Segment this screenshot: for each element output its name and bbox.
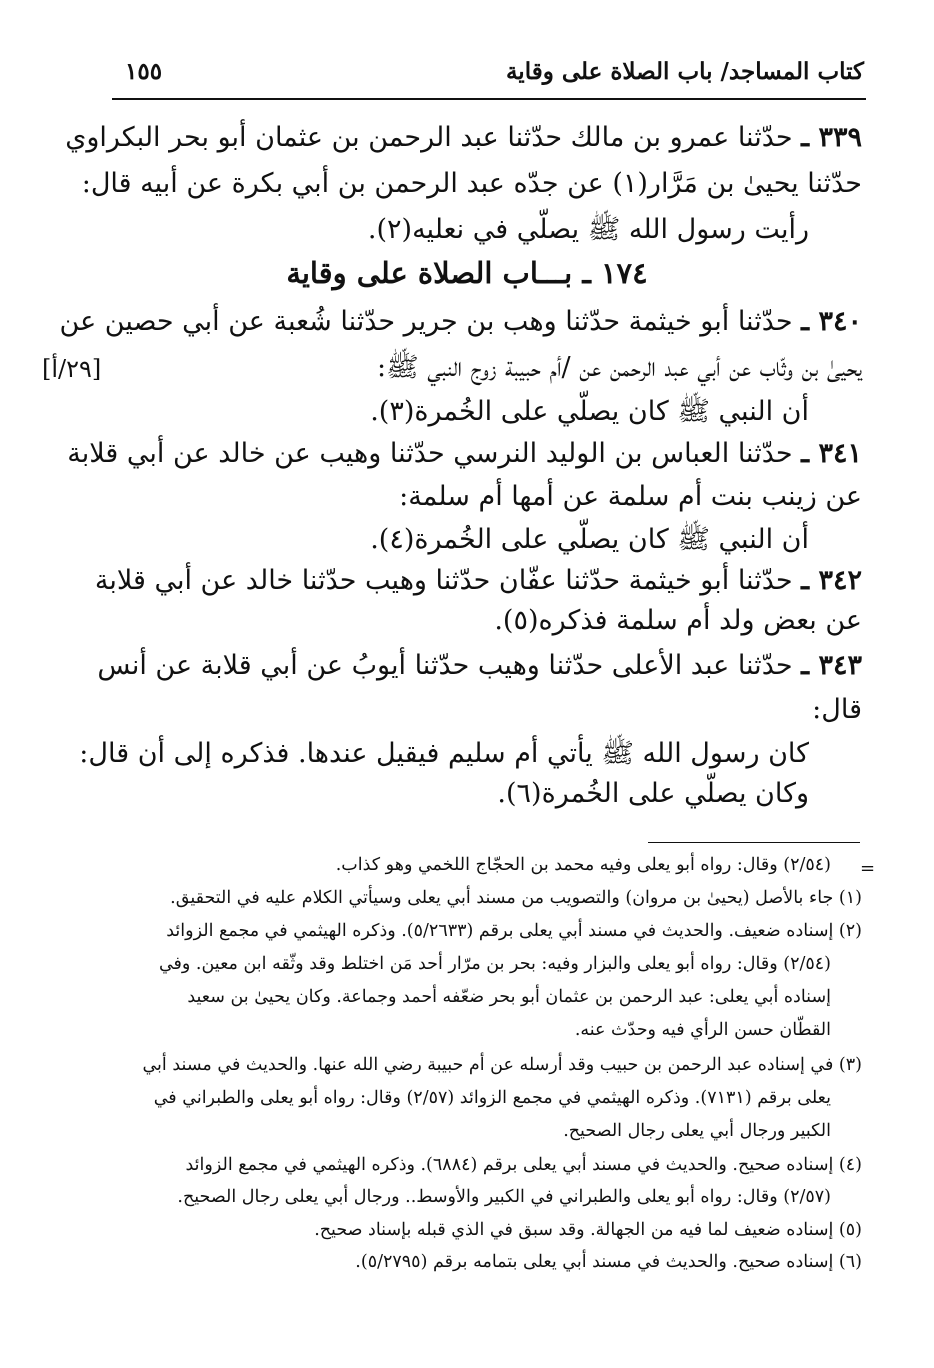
hadith-340-text-1: حدّثنا أبو خيثمة حدّثنا وهب بن جرير حدّثنا شُعبة عن أبي حصين عن: [59, 306, 793, 337]
footnote-5: (٥) إسناده ضعيف لما فيه من الجهالة. وقد سبق في الذي قبله بإسناد صحيح.: [314, 1220, 862, 1240]
footnote-continuation-mark: =: [860, 858, 876, 879]
hadith-343-line-3: كان رسول الله ﷺ يأتي أم سليم فيقيل عندها. فذكره إلى أن قال:: [79, 738, 809, 769]
hadith-340-line-2: يحيىٰ بن وثّاب عن أبي عبد الرحمن عن /أم حبيبة زوج النبي ﷺ:: [376, 352, 862, 383]
footnote-2-line-2: (٢/٥٤) وقال: رواه أبو يعلى والبزار وفيه: بحر بن مرّار أحد مَن اختلط وقد وثّقه ابن معين. وفي: [158, 954, 831, 974]
footnote-4-line-1: (٤) إسناده صحيح. والحديث في مسند أبي يعلى برقم (٦٨٨٤). وذكره الهيثمي في مجمع الزوائد: [185, 1155, 862, 1175]
manuscript-folio-marker: [٢٩/أ]: [42, 355, 102, 383]
hadith-341-line-2: عن زينب بنت أم سلمة عن أمها أم سلمة:: [399, 481, 862, 512]
footnote-2-line-4: القطّان حسن الرأي فيه وحدّث عنه.: [574, 1020, 831, 1040]
hadith-339-number: ٣٣٩ ـ: [801, 122, 862, 153]
hadith-342-line-1: [95, 565, 862, 596]
footnote-4-line-2: (٢/٥٧) وقال: رواه أبو يعلى والطبراني في الكبير والأوسط.. ورجال أبي يعلى رجال الصحيح.: [177, 1187, 831, 1207]
footnote-2-line-1: (٢) إسناده ضعيف. والحديث في مسند أبي يعلى برقم (٥/٢٦٣٣). وذكره الهيثمي في مجمع الزوائد: [166, 921, 862, 941]
running-header-title: كتاب المساجد/ باب الصلاة على وقاية: [505, 58, 864, 85]
hadith-341-line-3: أن النبي ﷺ كان يصلّي على الخُمرة(٤).: [370, 524, 809, 555]
hadith-341-number: ٣٤١ ـ: [801, 438, 862, 469]
hadith-343-text-1: حدّثنا عبد الأعلى حدّثنا وهيب حدّثنا أيوبُ عن أبي قلابة عن أنس: [97, 650, 793, 681]
footnote-1: (١) جاء بالأصل (يحيىٰ بن مروان) والتصويب من مسند أبي يعلى وسيأتي الكلام عليه في التحقيق.: [170, 888, 862, 908]
hadith-342-text-1: حدّثنا أبو خيثمة حدّثنا عفّان حدّثنا وهيب حدّثنا خالد عن أبي قلابة: [94, 565, 793, 596]
hadith-343-line-2: قال:: [812, 694, 862, 725]
hadith-342-number: ٣٤٢ ـ: [801, 565, 862, 596]
hadith-341-text-1: حدّثنا العباس بن الوليد النرسي حدّثنا وهيب عن خالد عن أبي قلابة: [67, 438, 793, 469]
footnote-continuation: (٢/٥٤) وقال: رواه أبو يعلى وفيه محمد بن الحجّاج اللخمي وهو كذاب.: [335, 855, 831, 875]
hadith-343-line-4: وكان يصلّي على الخُمرة(٦).: [497, 778, 809, 809]
footnote-3-line-1: (٣) في إسناده عبد الرحمن بن حبيب وقد أرسله عن أم حبيبة رضي الله عنها. والحديث في مسند أبي: [142, 1055, 862, 1075]
hadith-339-line-2: حدّثنا يحيىٰ بن مَرَّار(١) عن جدّه عبد الرحمن بن أبي بكرة عن أبيه قال:: [81, 168, 862, 199]
page-number: ١٥٥: [125, 58, 163, 85]
hadith-339-text-1: حدّثنا عمرو بن مالك حدّثنا عبد الرحمن بن عثمان أبو بحر البكراوي: [65, 122, 793, 153]
hadith-341-line-1: [67, 438, 862, 469]
hadith-340-line-1: [60, 306, 862, 337]
header-rule: [112, 98, 866, 100]
footnote-6: (٦) إسناده صحيح. والحديث في مسند أبي يعلى بتمامه برقم (٥/٢٧٩٥).: [355, 1252, 862, 1272]
footnote-3-line-2: يعلى برقم (٧١٣١). وذكره الهيثمي في مجمع الزوائد (٢/٥٧) وقال: رواه أبو يعلى والطبراني في: [153, 1088, 831, 1108]
footnote-3-line-3: الكبير ورجال أبي يعلى رجال الصحيح.: [563, 1121, 831, 1141]
footnote-separator: [648, 842, 860, 843]
footnote-2-line-3: إسناده أبي يعلى: عبد الرحمن بن عثمان أبو بحر ضعّفه أحمد وجماعة. وكان يحيىٰ بن سعيد: [187, 987, 831, 1007]
hadith-340-line-3: أن النبي ﷺ كان يصلّي على الخُمرة(٣).: [370, 396, 809, 427]
hadith-343-line-1: [97, 650, 862, 681]
hadith-340-number: ٣٤٠ ـ: [801, 306, 862, 337]
hadith-343-number: ٣٤٣ ـ: [801, 650, 862, 681]
hadith-339-line-3: رأيت رسول الله ﷺ يصلّي في نعليه(٢).: [367, 214, 809, 245]
chapter-title: ١٧٤ ـ بـــاب الصلاة على وقاية: [286, 256, 648, 290]
hadith-342-line-2: عن بعض ولد أم سلمة فذكره(٥).: [494, 605, 862, 636]
hadith-339-line-1: [65, 122, 862, 153]
